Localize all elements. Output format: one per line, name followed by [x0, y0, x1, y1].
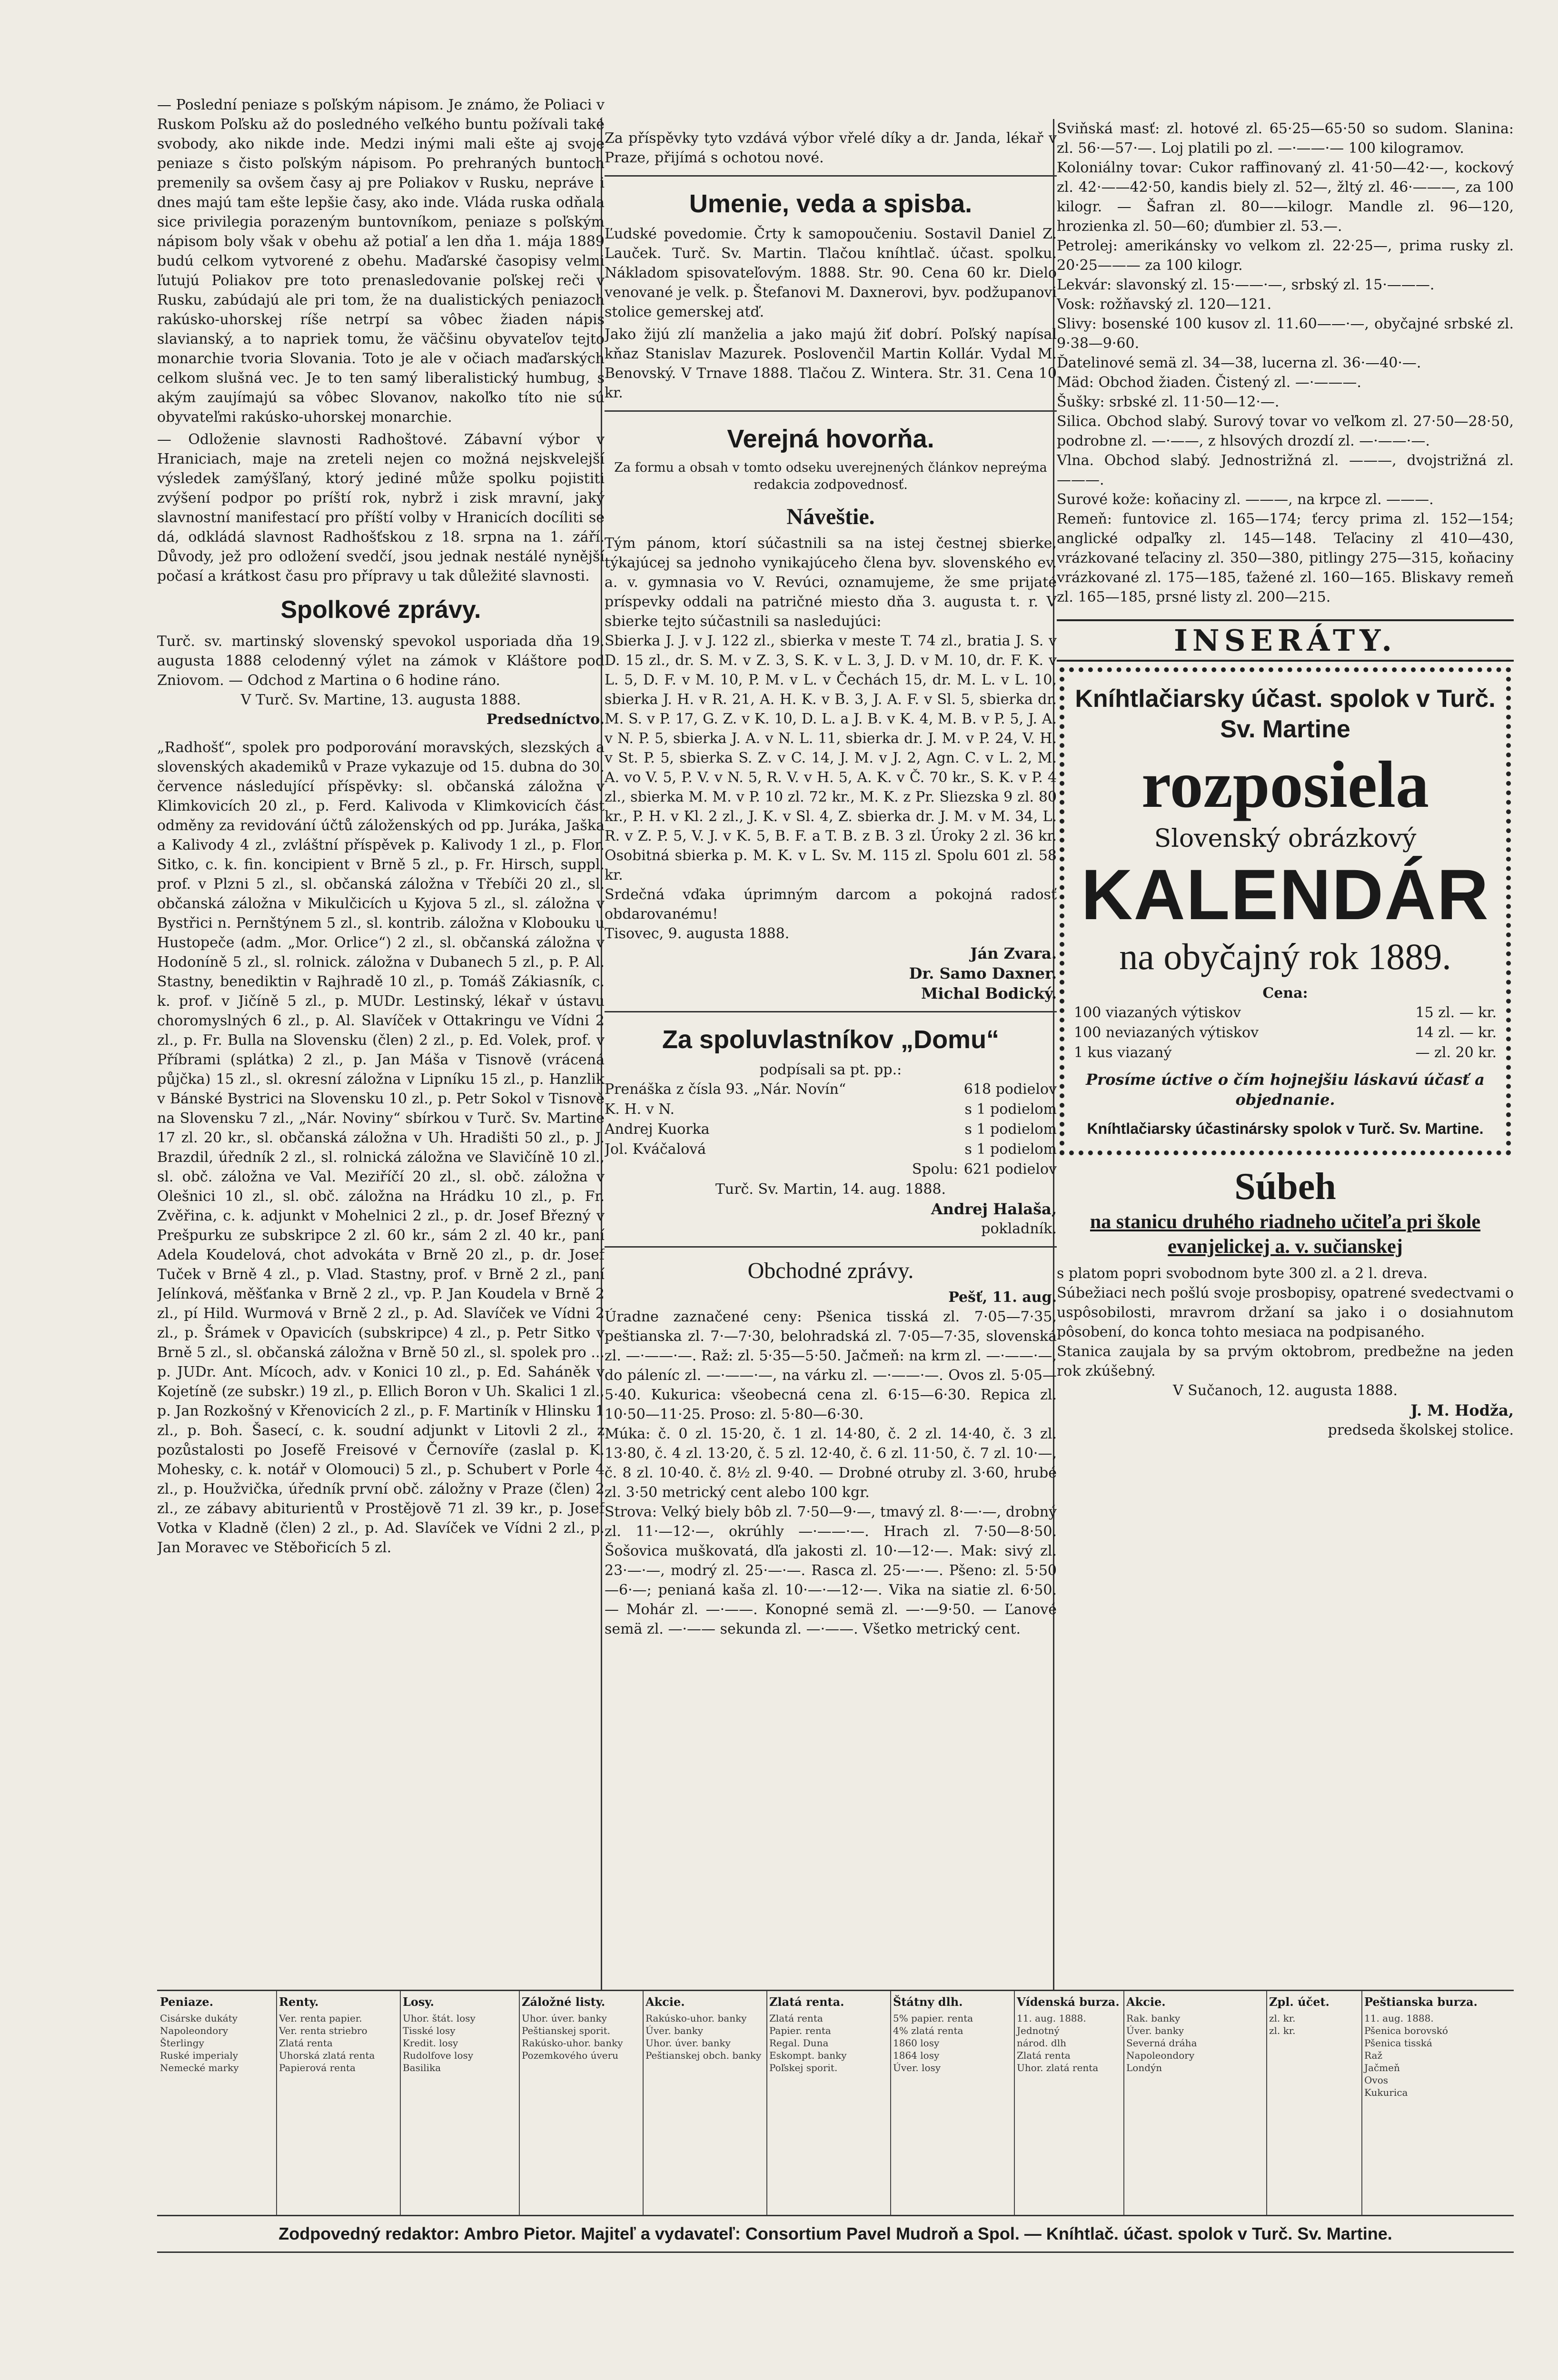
exchange-table: Vídenská burza. 11. aug. 1888. Jednotný národ. dlh Zlatá renta Uhor. zlatá renta	[1014, 1991, 1124, 2215]
exchange-table: Zpl. účet. zl. kr. zl. kr.	[1266, 1991, 1362, 2215]
calendar-advert	[1060, 667, 1511, 1155]
price-row: 100 neviazaných výtiskov 14 zl. — kr.	[1074, 1024, 1497, 1041]
exchange-table: Losy. Uhor. štát. losy Tisské losy Kredit. losy Rudolfove losy Basilika	[400, 1991, 520, 2215]
section-heading-umenie: Umenie, veda a spisba.	[689, 189, 973, 218]
exchange-table: Peštianska burza. 11. aug. 1888. Pšenica borovskó Pšenica tisská Raž Jačmeň Ovos Kukurica	[1364, 1995, 1478, 2098]
list-item: Spolu: 621 podielov	[912, 1161, 1057, 1178]
market-colonial: Koloniálny tovar: Cukor raffinovaný zl. 41·50—42·—, kockový zl. 42·——42·50, kandis biely zl. 52—, žltý zl. 46·———, za 100 kilogr. — Šafran zl. 80——kilogr. Mandle zl. 96—120, hrozienka zl. 50—60; ďumbier zl. 53.—.	[1057, 159, 1514, 235]
market-grain: Úradne zaznačené ceny: Pšenica tisská zl. 7·05—7·35, peštianska zl. 7·—7·30, belohradská zl. 7·05—7·35, slovenská zl. —·——·—. Raž: zl. 5·35—5·50. Jačmeň: na krm zl. —·——·—, do páleníc zl. —·——·—, na várku zl. —·——·—. Ovos zl. 5·05—5·40. Kukurica: všeobecná cena zl. 6·15—6·30. Repica zl. 10·50—11·25. Proso: zl. 5·80—6·30.	[605, 1309, 1057, 1423]
editorial-note: Za formu a obsah v tomto odseku uverejnených článkov nepreýma redakcia zodpovednosť.	[614, 460, 1047, 492]
domu-subtitle: podpísali sa pt. pp.:	[759, 1061, 902, 1078]
dateline: Tisovec, 9. augusta 1888.	[605, 925, 790, 942]
market-lekvar: Lekvár: slavonský zl. 15·——·—, srbský zl. 15·———.	[1057, 277, 1435, 293]
market-clover: Ďatelinové semä zl. 34—38, lucerna zl. 36·—40·—.	[1057, 355, 1421, 371]
signature: Predsedníctvo.	[486, 711, 605, 728]
subeh-start: Stanica zaujala by sa prvým oktobrom, predbežne na jeden rok zkúšebný.	[1057, 1343, 1514, 1379]
signature: Ján Zvara.	[970, 944, 1057, 962]
imprint-footer: Zodpovedný redaktor: Ambro Pietor. Majiteľ a vydavateľ: Consortium Pavel Mudroň a Spol. — Kníhtlač. účast. spolok v Turč. Sv. Martine.	[278, 2224, 1392, 2243]
price-row: 100 viazaných výtiskov 15 zl. — kr.	[1074, 1004, 1497, 1021]
market-susky: Šušky: srbské zl. 11·50—12·—.	[1057, 394, 1280, 410]
signature: Andrej Halaša,	[931, 1200, 1057, 1218]
list-item: Jol. Kváčalová s 1 podielom	[605, 1141, 1057, 1158]
review-manzelia: Jako žijú zlí manželia a jako majú žiť dobrí. Poľský napísal kňaz Stanislav Mazurek. Poslovenčil Martin Kollár. Vydal M. Benovský. V Trnave 1888. Tlačou Z. Wintera. Str. 31. Cena 10 kr.	[605, 326, 1057, 401]
article-odlozenie-slavnosti: — Odloženie slavnosti Radhoštové. Zábavní výbor v Hraniciach, maje na zreteli nejen co možná nejskvelejší výsledek zamýšľaný, ktorý jediné může spolku pojistiti zvýšení podpor po príští rok, nybrž i zisk mravní, jaký slavnostní manifestací pro příští volby v Hranicích docíliti se dá, odkládá slavnost Radhošťskou z 18. srpna na 1. září. Důvody, jež pro odložení svedčí, jsou jednak nestálé nynější počasí a krátkost času pro přípravy u tak důležité slavnosti.	[157, 431, 605, 585]
exchange-table: Zlatá renta. Zlatá renta Papier. renta Regal. Duna Eskompt. banky Poľskej sporit.	[766, 1991, 891, 2215]
advert-subtitle: Slovenský obrázkový	[1154, 824, 1417, 853]
market-plums: Slivy: bosenské 100 kusov zl. 11.60——·—, obyčajné srbské zl. 9·38—9·60.	[1057, 316, 1514, 352]
exchange-table: Akcie. Rakúsko-uhor. banky Úver. banky Uhor. úver. banky Peštianskej obch. banky	[643, 1991, 767, 2215]
exchange-table: Akcie. Rak. banky Úver. banky Severná dráha Napoleondory Londýn	[1123, 1991, 1267, 2215]
list-item: K. H. v N. s 1 podielom	[605, 1101, 1057, 1118]
exchange-table: Štátny dlh. 5% papier. renta 4% zlatá renta 1860 losy 1864 losy Úver. losy	[890, 1991, 1015, 2215]
exchange-table: Peniaze. Cisárske dukáty Napoleondory Šterlingy Ruské imperialy Nemecké marky	[157, 1991, 277, 2215]
market-hides: Surové kože: koňaciny zl. ———, na krpce zl. ———.	[1057, 491, 1434, 508]
article-poslednie-peniaze: — Poslední peniaze s poľským nápisom. Je známo, že Poliaci v Ruskom Poľsku až do posledného veľkého buntu požívali také svobody, ako nikde inde. Medzi inými mali ešte aj svoje peniaze s čisto poľským nápisom. Po prehraných buntoch premenily sa ovšem časy aj pre Poliakov v Rusku, nepráve i dnes majú tam ešte lepšie časy, ako inde. Vláda ruska odňala sice privilegia porazeným buntovníkom, peniaze s poľským nápisom boly však v obehu až potiaľ a len dňa 1. mája 1889 budú celkom vytvorené z obehu. Maďarské časopisy velmi ľutujú Poliakov pre toto prenasledovanie poľskej reči v Rusku, zabúdajú ale pri tom, že na dualistických peniazoch rakúsko-uhorskej ríše netrpí sa vôbec žiaden nápis slavianský, a to napriek tomu, že väčšinu obyvateľov tejto monarchie tvoria Slovania. Toto je ale v očiach maďarských celkom slušná vec. Je to ten samý liberalistický humbug, s akým zaujímajú sa vôbec Slovanov, nakoľko títo nie sú obyvateľmi rakúsko-uhorskej monarchie.	[157, 97, 605, 426]
column-middle	[605, 129, 1057, 1990]
dateline: Pešť, 11. aug.	[948, 1289, 1057, 1306]
signature: Michal Bodický.	[921, 984, 1057, 1002]
advert-year: na obyčajný rok 1889.	[1119, 936, 1451, 977]
advert-note: Prosíme úctive o čím hojnejšiu láskavú účasť a objednanie.	[1086, 1071, 1485, 1109]
exchange-table: Záložné listy. Uhor. úver. banky Peštianskej sporit. Rakúsko-uhor. banky Pozemkového úveru	[519, 1991, 644, 2215]
advert-headline: rozposiela	[1141, 748, 1429, 822]
market-produce: Strova: Velký biely bôb zl. 7·50—9·—, tmavý zl. 8·—·—, drobný zl. 11·—12·—, okrúhly —·——·—. Hrach zl. 7·50—8·50. Šošovica muškovatá, dľa jakosti zl. 10·—12·—. Mak: sivý zl. 23·—·—, modrý zl. 25·—·—. Rasca zl. 25·—·—. Pšeno: zl. 5·50—6·—; penianá kaša zl. 10·—·—12·—. Vika na siatie zl. 6·50. — Mohár zl. —·——. Konopné semä zl. —·—9·50. — Ľanové semä zl. —·—— sekunda zl. —·——. Všetko metrický cent.	[605, 1504, 1057, 1637]
advert-publisher: Kníhtlačiarsky účast. spolok v Turč. Sv. Martine	[1075, 685, 1496, 743]
section-heading-domu: Za spoluvlastníkov „Domu“	[662, 1025, 1000, 1054]
signature-title: pokladník.	[981, 1220, 1057, 1237]
dateline: V Sučanoch, 12. augusta 1888.	[1172, 1382, 1398, 1399]
market-lard: Sviňská masť: zl. hotové zl. 65·25—65·50 so sudom. Slanina: zl. 56·—57·—. Loj platili po zl. —·——·— 100 kilogramov.	[1057, 120, 1514, 157]
subeh-instructions: Súbežiaci nech pošlú svoje prosbopisy, opatrené svedectvami o uspôsobilosti, mravrom držaní sa jako i o dosiahnutom pôsobení, do konca tohto mesiaca na podpisaného.	[1057, 1285, 1514, 1340]
exchange-table: Renty. Ver. renta papier. Ver. renta striebro Zlatá renta Uhorská zlatá renta Papierová renta	[276, 1991, 401, 2215]
notice-thanks: Srdečná vďaka úprimným darcom a pokojná radosť obdarovanému!	[605, 886, 1057, 922]
signature: J. M. Hodža,	[1410, 1401, 1514, 1419]
column-right	[1057, 119, 1514, 1990]
notice-intro: Tým pánom, ktorí súčastnili sa na istej čestnej sbierke, týkajúcej sa jednoho vynikajúceho člena byv. slovenského ev. a. v. gymnasia vo V. Revúci, oznamujeme, že sme prijaté príspevky oddali na patričné miesto dňa 3. augusta t. r. V sbierke tejto súčastnili sa nasledujúci:	[605, 535, 1057, 630]
section-heading-spolkove: Spolkové zprávy.	[280, 596, 481, 624]
dateline: Turč. Sv. Martin, 14. aug. 1888.	[715, 1181, 946, 1198]
market-honey: Mäd: Obchod žiaden. Čistený zl. —·———.	[1057, 374, 1361, 391]
advert-org: Kníhtlačiarsky účastinársky spolok v Turč. Sv. Martine.	[1087, 1120, 1484, 1137]
section-heading-navestie: Náveštie.	[786, 504, 875, 529]
market-leather: Remeň: funtovice zl. 165—174; ťercy prima zl. 152—154; anglické odpaľky zl. 145—148. Teľaciny zl 410—430, vrázkované teľaciny zl. 350—380, pitlingy 275—315, koňaciny vrázkované zl. 175—185, ťažené zl. 160—165. Bliskavy remeň zl. 165—185, prsné listy zl. 200—215.	[1057, 511, 1514, 605]
market-wax: Vosk: rožňavský zl. 120—121.	[1057, 296, 1272, 313]
market-silica: Silica. Obchod slabý. Surový tovar vo veľkom zl. 27·50—28·50, podrobne zl. —·——, z hlsových drozdí zl. —·——·—.	[1057, 413, 1514, 449]
article-intro: Za příspěvky tyto vzdává výbor vřelé díky a dr. Janda, lékař v Praze, přijímá s ochotou nové.	[605, 130, 1057, 166]
subeh-salary: s platom popri svobodnom byte 300 zl. a 2 l. dreva.	[1057, 1265, 1428, 1282]
exchange-tables	[157, 1990, 1514, 2216]
subeh-subtitle: na stanicu druhého riadneho učiteľa pri škole evanjelickej a. v. sučianskej	[1090, 1211, 1481, 1258]
domu-list	[605, 1080, 1057, 1180]
market-wool: Vlna. Obchod slabý. Jednostrižná zl. ———, dvojstrižná zl. ———.	[1057, 452, 1514, 488]
price-heading: Cena:	[1262, 985, 1308, 1002]
list-item: Andrej Kuorka s 1 podielom	[605, 1121, 1057, 1138]
market-petroleum: Petrolej: amerikánsky vo velkom zl. 22·25—, prima rusky zl. 20·25——— za 100 kilogr.	[1057, 238, 1514, 274]
subeh-title: Súbeh	[1234, 1166, 1336, 1208]
signature: Dr. Samo Daxner.	[909, 964, 1057, 982]
review-ludske-povedomie: Ľudské povedomie. Črty k samopoučeniu. Sostavil Daniel Z. Lauček. Turč. Sv. Martin. Tlačou kníhtlač. účast. spolku. Nákladom spisovateľovým. 1888. Str. 90. Cena 60 kr. Dielo venované je velk. p. Štefanovi M. Daxnerovi, byv. podžupanovi stolice gemerskej atď.	[605, 226, 1057, 320]
section-heading-obchodne: Obchodné zprávy.	[747, 1258, 914, 1283]
section-heading-verejna: Verejná hovorňa.	[727, 425, 934, 453]
article-spevokol: Turč. sv. martinský slovenský spevokol usporiada dňa 19. augusta 1888 celodenný výlet na zámok v Kláštore pod Zniovom. — Odchod z Martina o 6 hodine ráno.	[157, 633, 605, 689]
section-heading-inseraty: INSERÁTY.	[1057, 619, 1514, 662]
market-flour: Múka: č. 0 zl. 15·20, č. 1 zl. 14·80, č. 2 zl. 14·40, č. 3 zl. 13·80, č. 4 zl. 13·20, č. 5 zl. 12·40, č. 6 zl. 11·50, č. 7 zl. 10·—, č. 8 zl. 10·40. č. 8½ zl. 9·40. — Drobné otruby zl. 3·60, hrubé zl. 3·50 metrický cent alebo 100 kgr.	[605, 1426, 1057, 1501]
column-left	[157, 95, 605, 1990]
list-item: Prenáška z čísla 93. „Nár. Novín“ 618 podielov	[605, 1081, 1057, 1098]
article-radhost: „Radhošť“, spolek pro podporování moravských, slezských a slovenských akademiků v Praze vykazuje od 15. dubna do 30. července následující příspěvky: sl. občanská záložna v Klimkovicích 20 zl., p. Ferd. Kalivoda v Klimkovicích část odměny za revidování účtů záloženských od pp. Juráka, Jaška a Kalivody 4 zl., zvláštní příspěvek p. Kalivody 1 zl., p. Flor. Sitko, c. k. fin. koncipient v Brně 5 zl., p. Fr. Hirsch, suppl. prof. v Plzni 5 zl., sl. občanská záložna v Třebíči 20 zl., sl. občanská záložna v Mikulčicích u Kyjova 5 zl., sl. záložna v Bystřici n. Pernštýnem 5 zl., sl. kontrib. záložna v Klobouku u Hustopeče (adm. „Mor. Orlice“) 2 zl., sl. občanská záložna v Hodoníně 5 zl., sl. rolnick. záložna v Dubanech 5 zl., p. P. Al. Stastny, benediktin v Rajhradě 10 zl., p. Tomáš Zákiasník, c. k. prof. v Jičíně 5 zl., p. MUDr. Lestinský, lékař v ústavu choromyslných 6 zl., p. Al. Slavíček v Ottakringu ve Vídni 2 zl., p. Fr. Bulla na Slovensku (člen) 2 zl., p. Ed. Volek, prof. v Příbrami (splátka) 2 zl., p. Jan Máša v Tisnově (vrácená půjčka) 15 zl., sl. okresní záložna v Lipníku 15 zl., p. Hanzlik v Bánské Bystrici na Slovensku 10 zl., p. Petr Sokol v Tisnově na Slovensku 7 zl., „Nár. Noviny“ sbírkou v Turč. Sv. Martine 17 zl. 20 kr., sl. občanská záložna v Uh. Hradišti 50 zl., p. J. Brazdil, úředník 2 zl., sl. rolnická záložna ve Slavičíně 10 zl., sl. obč. záložna ve Val. Meziříčí 20 zl., sl. obč. záložna v Olešnici 10 zl., sl. obč. záložna na Hrádku 10 zl., p. Fr. Zvěřina, c. k. adjunkt v Mohelnici 2 zl., p. dr. Josef Březný v Prešpurku ze subskripce 2 zl. 60 kr., sám 2 zl. 40 kr., paní Adela Koudelová, chot advokáta v Brně 20 zl., p. dr. Josef Tuček v Brně 4 zl., p. Vlad. Stastny, prof. v Brně 2 zl., paní Jelínková, měšťanka v Brně 2 zl., vp. P. Jan Koudela v Brně 2 zl., pí Hild. Wurmová v Brně 2 zl., p. Ad. Slavíček ve Vídni 2 zl., p. Šrámek v Opavicích (subskripce) 4 zl., p. Petr Sitko v Brně 5 zl., sl. občanská záložna v Brně 50 zl., sl. spolek pro ... p. JUDr. Ant. Mícoch, adv. v Konici 10 zl., p. Ed. Saháněk v Kojetíně (ze subskr.) 19 zl., p. Ellich Boron v Uh. Skalici 1 zl., p. Jan Rozkošný v Křenovicích 2 zl., p. F. Martiník v Hlinsku 1 zl., p. Boh. Šasecí, c. k. soudní adjunkt v Litovli 2 zl., z pozůstalosti po Josefě Freisové v Černovíře (zaslal p. K. Mohesky, c. k. notář v Olomouci) 5 zl., p. Schubert v Porle 4 zl., p. Houžvička, úředník první obč. záložny v Praze (člen) 2 zl., ze zábavy abiturientů v Prostějově 71 zl. 39 kr., p. Josef Votka v Kladně (člen) 2 zl., p. Ad. Slavíček ve Vídni 2 zl., p. Jan Moravec ve Stěbořicích 5 zl.	[157, 739, 605, 1556]
price-row: 1 kus viazaný — zl. 20 kr.	[1074, 1044, 1497, 1061]
footer-rule	[157, 2251, 1514, 2253]
notice-donations: Sbierka J. J. v J. 122 zl., sbierka v meste T. 74 zl., bratia J. S. v D. 15 zl., dr. S. M. v Z. 3, S. K. v L. 3, J. D. v M. 10, dr. F. K. v L. 5, D. F. v M. 10, P. M. v L. v Čechách 15, dr. M. L. v L. 10, sbierka J. H. v R. 21, A. H. K. v B. 3, J. A. F. v Sl. 5, sbierka dr. M. S. v P. 17, G. Z. v K. 10, D. L. a J. B. v K. 4, M. B. v P. 5, J. A. v N. P. 5, sbierka J. A. v N. L. 11, sbierka dr. J. M. v P. 24, V. H. v St. P. 5, sbierka S. Z. v C. 14, J. M. v J. 2, Agn. C. v L. 2, M. A. vo V. 5, P. V. v N. 5, R. V. v H. 5, A. K. v Č. 70 kr., S. K. v P. 4 zl., sbierka M. M. v P. 10 zl. 72 kr., M. K. z Pr. Sliezska 9 zl. 80 kr., P. H. v Kl. 2 zl., J. K. v Sl. 4, Z. sbierka dr. J. M. v M. 34, L. R. v Z. P. 5, V. J. v K. 5, B. F. a T. B. z B. 3 zl. Úroky 2 zl. 36 kr. Osobitná sbierka p. M. K. v L. Sv. M. 115 zl. Spolu 601 zl. 58 kr.	[605, 633, 1057, 883]
dateline: V Turč. Sv. Martine, 13. augusta 1888.	[240, 692, 521, 708]
advert-product: KALENDÁR	[1081, 854, 1489, 934]
signature-title: predseda školskej stolice.	[1328, 1422, 1514, 1438]
